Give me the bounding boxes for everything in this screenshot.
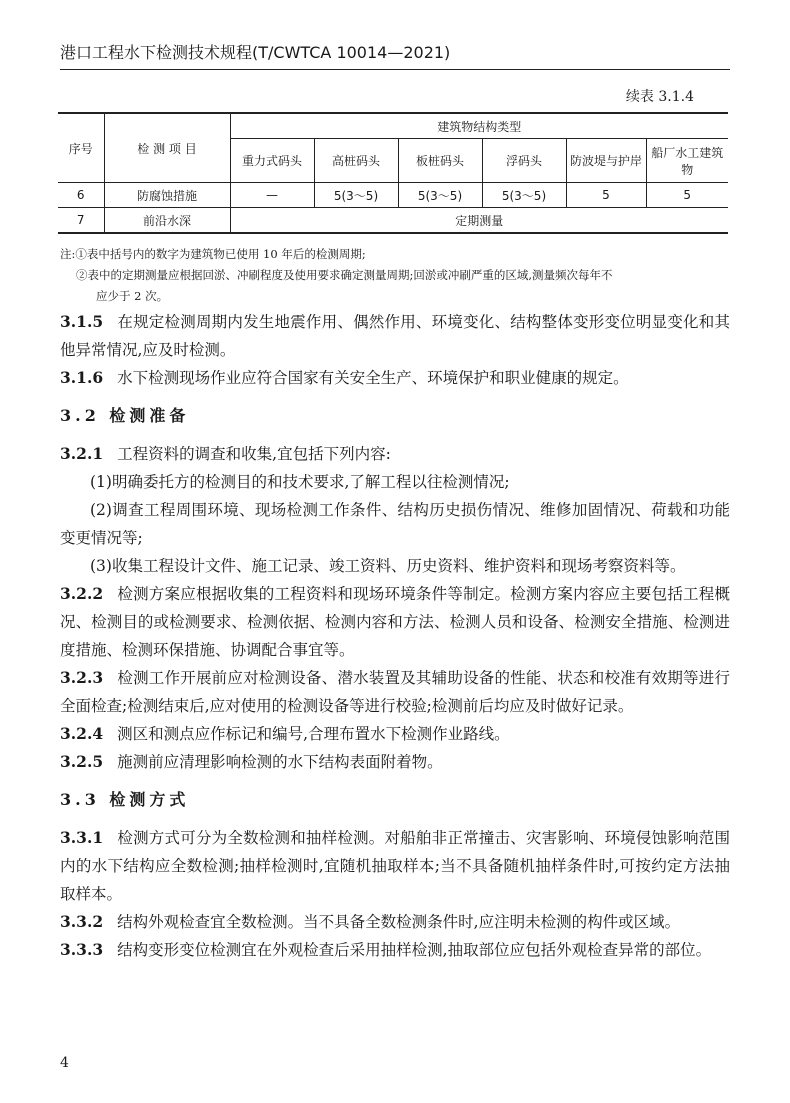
cell-value: 5 — [646, 183, 728, 208]
clause-3-3-2 — [60, 908, 730, 936]
clause-number: 3.1.5 — [60, 312, 104, 331]
clause-number: 3.3.2 — [60, 912, 104, 931]
cell-item: 防腐蚀措施 — [104, 183, 230, 208]
clause-text: 结构变形变位检测宜在外观检查后采用抽样检测,抽取部位应包括外观检查异常的部位。 — [117, 941, 712, 959]
running-header: 港口工程水下检测技术规程(T/CWTCA 10014—2021) — [60, 40, 730, 70]
note-1: 注:①表中括号内的数字为建筑物已使用 10 年后的检测周期; — [60, 247, 366, 261]
clause-3-2-5 — [60, 748, 730, 776]
clause-3-2-1 — [60, 440, 730, 468]
cell-value: 5(3～5) — [482, 183, 566, 208]
clause-3-1-6 — [60, 364, 730, 392]
clause-text: 检测方案应根据收集的工程资料和现场环境条件等制定。检测方案内容应主要包括工程概况、检测目的或检测要求、检测依据、检测内容和方法、检测人员和设备、检测安全措施、检测进度措施、检测环保措施、协调配合事宜等。 — [60, 585, 730, 659]
clause-3-1-5 — [60, 308, 730, 364]
note-2: ②表中的定期测量应根据回淤、冲刷程度及使用要求确定测量周期;回淤或冲刷严重的区域,测量频次每年不 — [76, 268, 613, 282]
header-type: 防波堤与护岸 — [566, 139, 646, 183]
clause-text: 水下检测现场作业应符合国家有关安全生产、环境保护和职业健康的规定。 — [117, 369, 629, 387]
header-type: 板桩码头 — [398, 139, 482, 183]
header-structure-type: 建筑物结构类型 — [230, 113, 728, 139]
clause-3-2-4 — [60, 720, 730, 748]
clause-text: 检测工作开展前应对检测设备、潜水装置及其辅助设备的性能、状态和校准有效期等进行全面检查;检测结束后,应对使用的检测设备等进行校验;检测前后均应及时做好记录。 — [60, 669, 730, 715]
header-type: 船厂水工建筑物 — [646, 139, 728, 183]
clause-3-3-1 — [60, 824, 730, 908]
cell-item: 前沿水深 — [104, 208, 230, 234]
clause-number: 3.2.4 — [60, 724, 104, 743]
page-number: 4 — [60, 1055, 69, 1071]
cell-seq: 6 — [58, 183, 104, 208]
note-2-continued: 应少于 2 次。 — [96, 289, 169, 303]
clause-3-2-2 — [60, 580, 730, 664]
cell-seq: 7 — [58, 208, 104, 234]
table-row — [58, 183, 728, 208]
clause-text: 施测前应清理影响检测的水下结构表面附着物。 — [117, 753, 443, 771]
clause-number: 3.2.5 — [60, 752, 104, 771]
table-notes — [60, 244, 730, 307]
clause-3-2-3 — [60, 664, 730, 720]
header-type: 浮码头 — [482, 139, 566, 183]
table-caption: 续表 3.1.4 — [625, 89, 694, 105]
list-item: (1)明确委托方的检测目的和技术要求,了解工程以往检测情况; — [90, 473, 510, 491]
clause-number: 3.2.1 — [60, 444, 104, 463]
cell-value: — — [230, 183, 314, 208]
clause-number: 3.3.1 — [60, 828, 104, 847]
clause-text: 工程资料的调查和收集,宜包括下列内容: — [117, 445, 391, 463]
clause-number: 3.3.3 — [60, 940, 104, 959]
header-seq: 序号 — [58, 113, 104, 183]
list-item: (3)收集工程设计文件、施工记录、竣工资料、历史资料、维护资料和现场考察资料等。 — [90, 557, 686, 575]
clause-number: 3.2.2 — [60, 584, 104, 603]
clause-text: 结构外观检查宜全数检测。当不具备全数检测条件时,应注明未检测的构件或区域。 — [117, 913, 681, 931]
clause-text: 测区和测点应作标记和编号,合理布置水下检测作业路线。 — [117, 725, 510, 743]
clause-3-3-3 — [60, 936, 730, 964]
cell-value: 5(3～5) — [398, 183, 482, 208]
section-title-3-2: 3.2 检测准备 — [60, 406, 190, 425]
table-row — [58, 208, 728, 234]
header-item: 检 测 项 目 — [104, 113, 230, 183]
clause-number: 3.2.3 — [60, 668, 104, 687]
clause-number: 3.1.6 — [60, 368, 104, 387]
header-type: 重力式码头 — [230, 139, 314, 183]
cell-value: 5 — [566, 183, 646, 208]
cell-value: 5(3～5) — [314, 183, 398, 208]
clause-text: 检测方式可分为全数检测和抽样检测。对船舶非正常撞击、灾害影响、环境侵蚀影响范围内的水下结构应全数检测;抽样检测时,宜随机抽取样本;当不具备随机抽样条件时,可按约定方法抽取样本。 — [60, 829, 730, 903]
list-item: (2)调查工程周围环境、现场检测工作条件、结构历史损伤情况、维修加固情况、荷载和功能变更情况等; — [60, 501, 730, 547]
header-type: 高桩码头 — [314, 139, 398, 183]
section-title-3-3: 3.3 检测方式 — [60, 790, 190, 809]
clause-text: 在规定检测周期内发生地震作用、偶然作用、环境变化、结构整体变形变位明显变化和其他异常情况,应及时检测。 — [60, 313, 730, 359]
body-text — [60, 308, 730, 964]
inspection-cycle-table — [58, 112, 728, 234]
cell-value: 定期测量 — [230, 208, 728, 234]
